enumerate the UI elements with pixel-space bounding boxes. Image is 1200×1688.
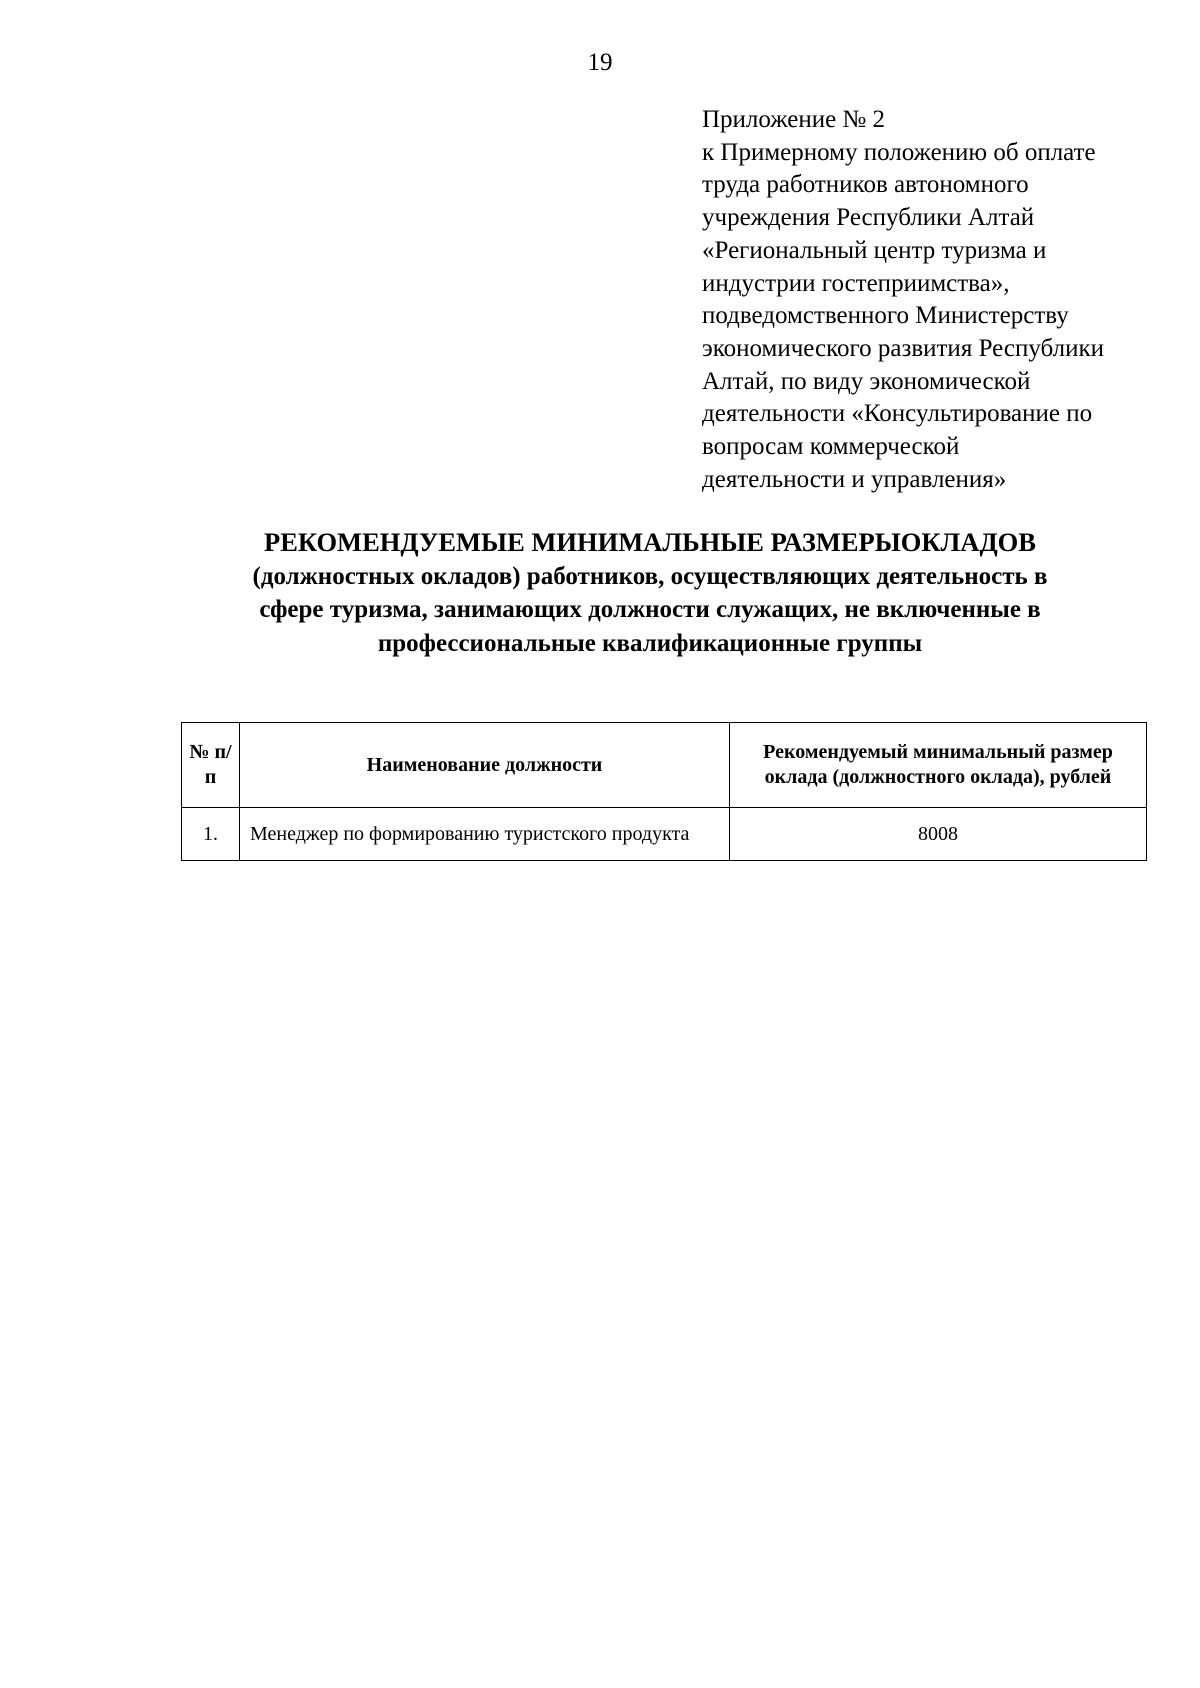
page-number: 19 bbox=[587, 49, 613, 76]
header-number: № п/п bbox=[182, 723, 240, 808]
annex-reference bbox=[702, 104, 1182, 496]
annex-line: деятельности «Консультирование по bbox=[702, 400, 1093, 428]
table-row bbox=[182, 808, 1147, 861]
annex-line: Алтай, по виду экономической bbox=[702, 367, 1031, 395]
annex-line: учреждения Республики Алтай bbox=[702, 204, 1035, 232]
row-position: Менеджер по формированию туристского продукта bbox=[240, 808, 730, 861]
row-salary: 8008 bbox=[730, 808, 1147, 861]
title-line: сфере туризма, занимающих должности служащих, не включенные в bbox=[259, 596, 1041, 623]
title-line: (должностных окладов) работников, осуществляющих деятельность в bbox=[252, 562, 1048, 590]
header-position: Наименование должности bbox=[240, 723, 730, 808]
header-salary: Рекомендуемый минимальный размер оклада (должностного оклада), рублей bbox=[730, 723, 1147, 808]
annex-line: экономического развития Республики bbox=[702, 334, 1104, 362]
annex-line: Приложение № 2 bbox=[702, 106, 886, 133]
annex-line: «Региональный центр туризма и bbox=[702, 236, 1047, 264]
table-header-row bbox=[182, 723, 1147, 808]
title-line: РЕКОМЕНДУЕМЫЕ МИНИМАЛЬНЫЕ РАЗМЕРЫОКЛАДОВ bbox=[264, 527, 1036, 557]
salary-table bbox=[181, 722, 1147, 861]
annex-line: индустрии гостеприимства», bbox=[702, 269, 1010, 297]
row-number: 1. bbox=[182, 808, 240, 861]
annex-line: труда работников автономного bbox=[702, 171, 1029, 199]
annex-line: вопросам коммерческой bbox=[702, 433, 960, 461]
annex-line: подведомственного Министерству bbox=[702, 302, 1069, 330]
annex-line: к Примерному положению об оплате bbox=[702, 138, 1096, 166]
document-title bbox=[180, 526, 1120, 660]
annex-line: деятельности и управления» bbox=[702, 465, 1007, 493]
title-line: профессиональные квалификационные группы bbox=[377, 629, 923, 657]
